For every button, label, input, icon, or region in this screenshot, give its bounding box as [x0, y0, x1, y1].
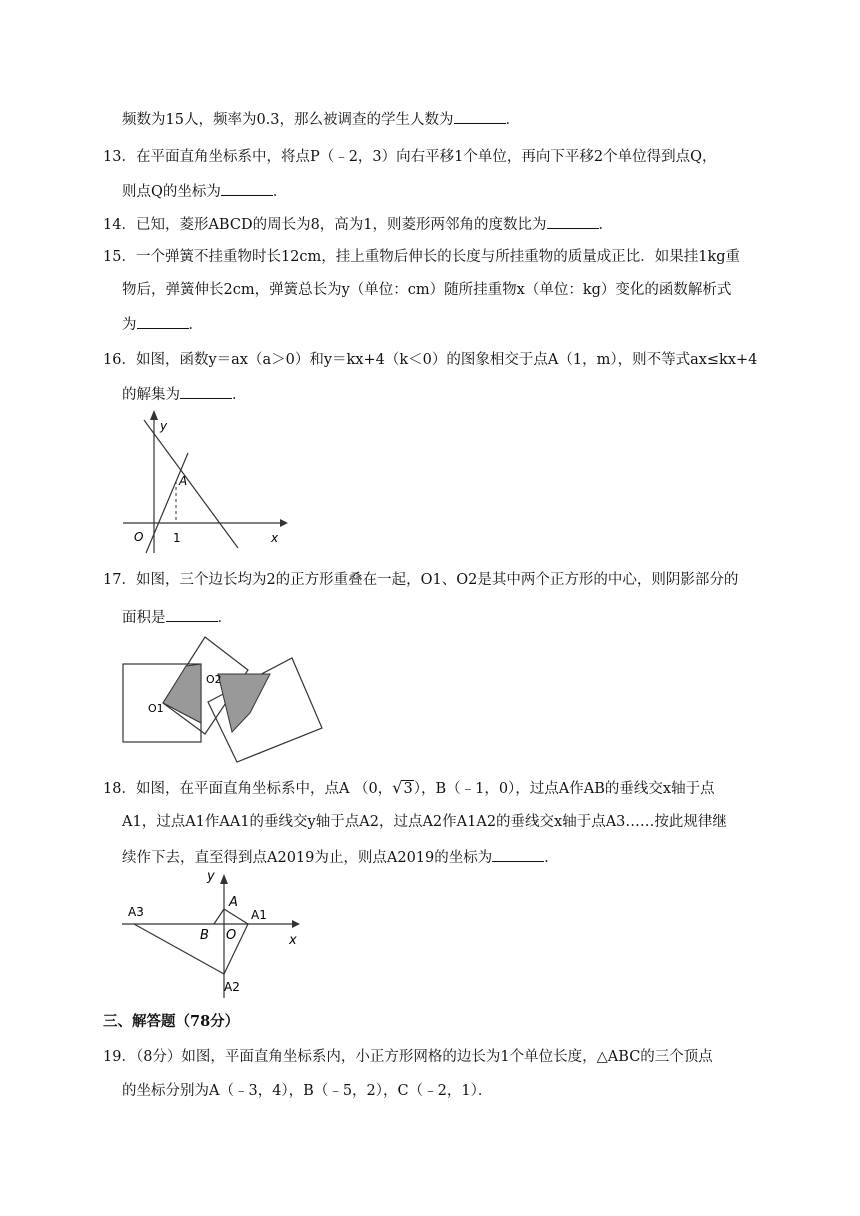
y-axis-arrow — [220, 874, 228, 884]
y-axis-arrow — [150, 410, 158, 420]
q16-text: 的解集为 — [122, 387, 180, 403]
answer-blank-14 — [547, 213, 599, 229]
o1-label: O1 — [148, 702, 164, 715]
q15-line-3 — [122, 313, 203, 335]
q19-line-1: 19．（8分）如图，平面直角坐标系内，小正方形网格的边长为1个单位长度，△ABC的三个顶点 — [103, 1049, 713, 1065]
figure-18 — [118, 866, 308, 1006]
x-label: x — [271, 531, 279, 545]
answer-blank-16 — [180, 383, 232, 399]
period: ． — [598, 217, 614, 233]
answer-blank-13 — [221, 180, 273, 196]
figure-17 — [120, 636, 330, 766]
section-3-heading: 三、解答题（78分） — [103, 1013, 240, 1030]
q18-text: 续作下去，直至得到点A2019为止，则点A2019的坐标为 — [122, 850, 493, 866]
origin-label: O — [134, 530, 144, 544]
q19-line-2: 的坐标分别为A（﹣3，4），B（﹣5，2），C（﹣2，1）． — [122, 1083, 493, 1099]
q18-line-3 — [122, 846, 559, 868]
x-label: x — [289, 933, 297, 948]
figure-16 — [120, 408, 290, 558]
q12-line — [122, 108, 520, 130]
q17-line-2 — [122, 606, 232, 628]
answer-blank-18 — [492, 846, 544, 862]
shaded-region-1 — [163, 664, 201, 723]
answer-blank-15 — [137, 313, 189, 329]
q18-line-1 — [103, 778, 715, 799]
q13-line-2 — [122, 180, 287, 202]
line-y-ax — [146, 453, 188, 553]
point-a-label: A — [229, 895, 238, 910]
y-label: y — [160, 419, 168, 433]
x-axis-arrow — [292, 920, 300, 928]
sqrt-symbol: √ — [392, 778, 403, 797]
q14-text: 14．已知，菱形ABCD的周长为8，高为1，则菱形两邻角的度数比为 — [103, 217, 547, 233]
period: ． — [232, 387, 247, 403]
point-b-label: B — [200, 928, 209, 943]
q15-line-2: 物后，弹簧伸长2cm，弹簧总长为y（单位：cm）随所挂重物x（单位：kg）变化的函数解析式 — [122, 282, 732, 298]
point-a2-label: A2 — [224, 980, 240, 994]
answer-blank-12 — [454, 108, 506, 124]
line-y-kx4 — [144, 420, 238, 548]
q12-text: 频数为15人，频率为0.3，那么被调查的学生人数为 — [122, 112, 454, 128]
q15-text: 为 — [122, 317, 137, 333]
q16-line-2 — [122, 383, 247, 405]
period: ． — [544, 850, 559, 866]
segment-aa1 — [224, 909, 248, 924]
answer-blank-17 — [166, 606, 218, 622]
sqrt-radicand: 3 — [403, 781, 413, 797]
point-a1-label: A1 — [251, 908, 267, 922]
tick-1-label: 1 — [173, 531, 181, 545]
segment-a2a3 — [134, 924, 224, 974]
q18-line-2: A1，过点A1作AA1的垂线交y轴于点A2，过点A2作A1A2的垂线交x轴于点A3……按此规律继 — [122, 814, 727, 830]
segment-ba — [214, 909, 224, 924]
point-a-label: A — [179, 474, 188, 488]
period: ． — [188, 317, 203, 333]
q16-line-1: 16．如图，函数y＝ax（a＞0）和y＝kx+4（k＜0）的图象相交于点A（1，m），则不等式ax≤kx+4 — [103, 352, 758, 368]
x-axis-arrow — [280, 519, 288, 527]
q17-text: 面积是 — [122, 610, 166, 626]
period: ． — [505, 112, 521, 128]
q18-text-pre: 18．如图，在平面直角坐标系中，点A （0， — [103, 781, 393, 797]
shaded-region-2 — [218, 674, 270, 732]
origin-label: O — [226, 928, 237, 943]
y-label: y — [207, 869, 215, 884]
q14-line — [103, 213, 613, 235]
point-a3-label: A3 — [128, 905, 144, 919]
q13-text: 则点Q的坐标为 — [122, 184, 221, 200]
q18-text-post: ），B（﹣1，0），过点A作AB的垂线交x轴于点 — [413, 781, 715, 797]
q13-line-1: 13．在平面直角坐标系中，将点P（﹣2，3）向右平移1个单位，再向下平移2个单位得到点Q， — [103, 149, 717, 165]
period: ． — [217, 610, 232, 626]
o2-label: O2 — [206, 673, 222, 686]
q17-line-1: 17．如图，三个边长均为2的正方形重叠在一起，O1、O2是其中两个正方形的中心，则阴影部分的 — [103, 572, 739, 588]
q15-line-1: 15．一个弹簧不挂重物时长12cm，挂上重物后伸长的长度与所挂重物的质量成正比．如果挂1kg重 — [103, 249, 741, 265]
period: ． — [272, 184, 288, 200]
